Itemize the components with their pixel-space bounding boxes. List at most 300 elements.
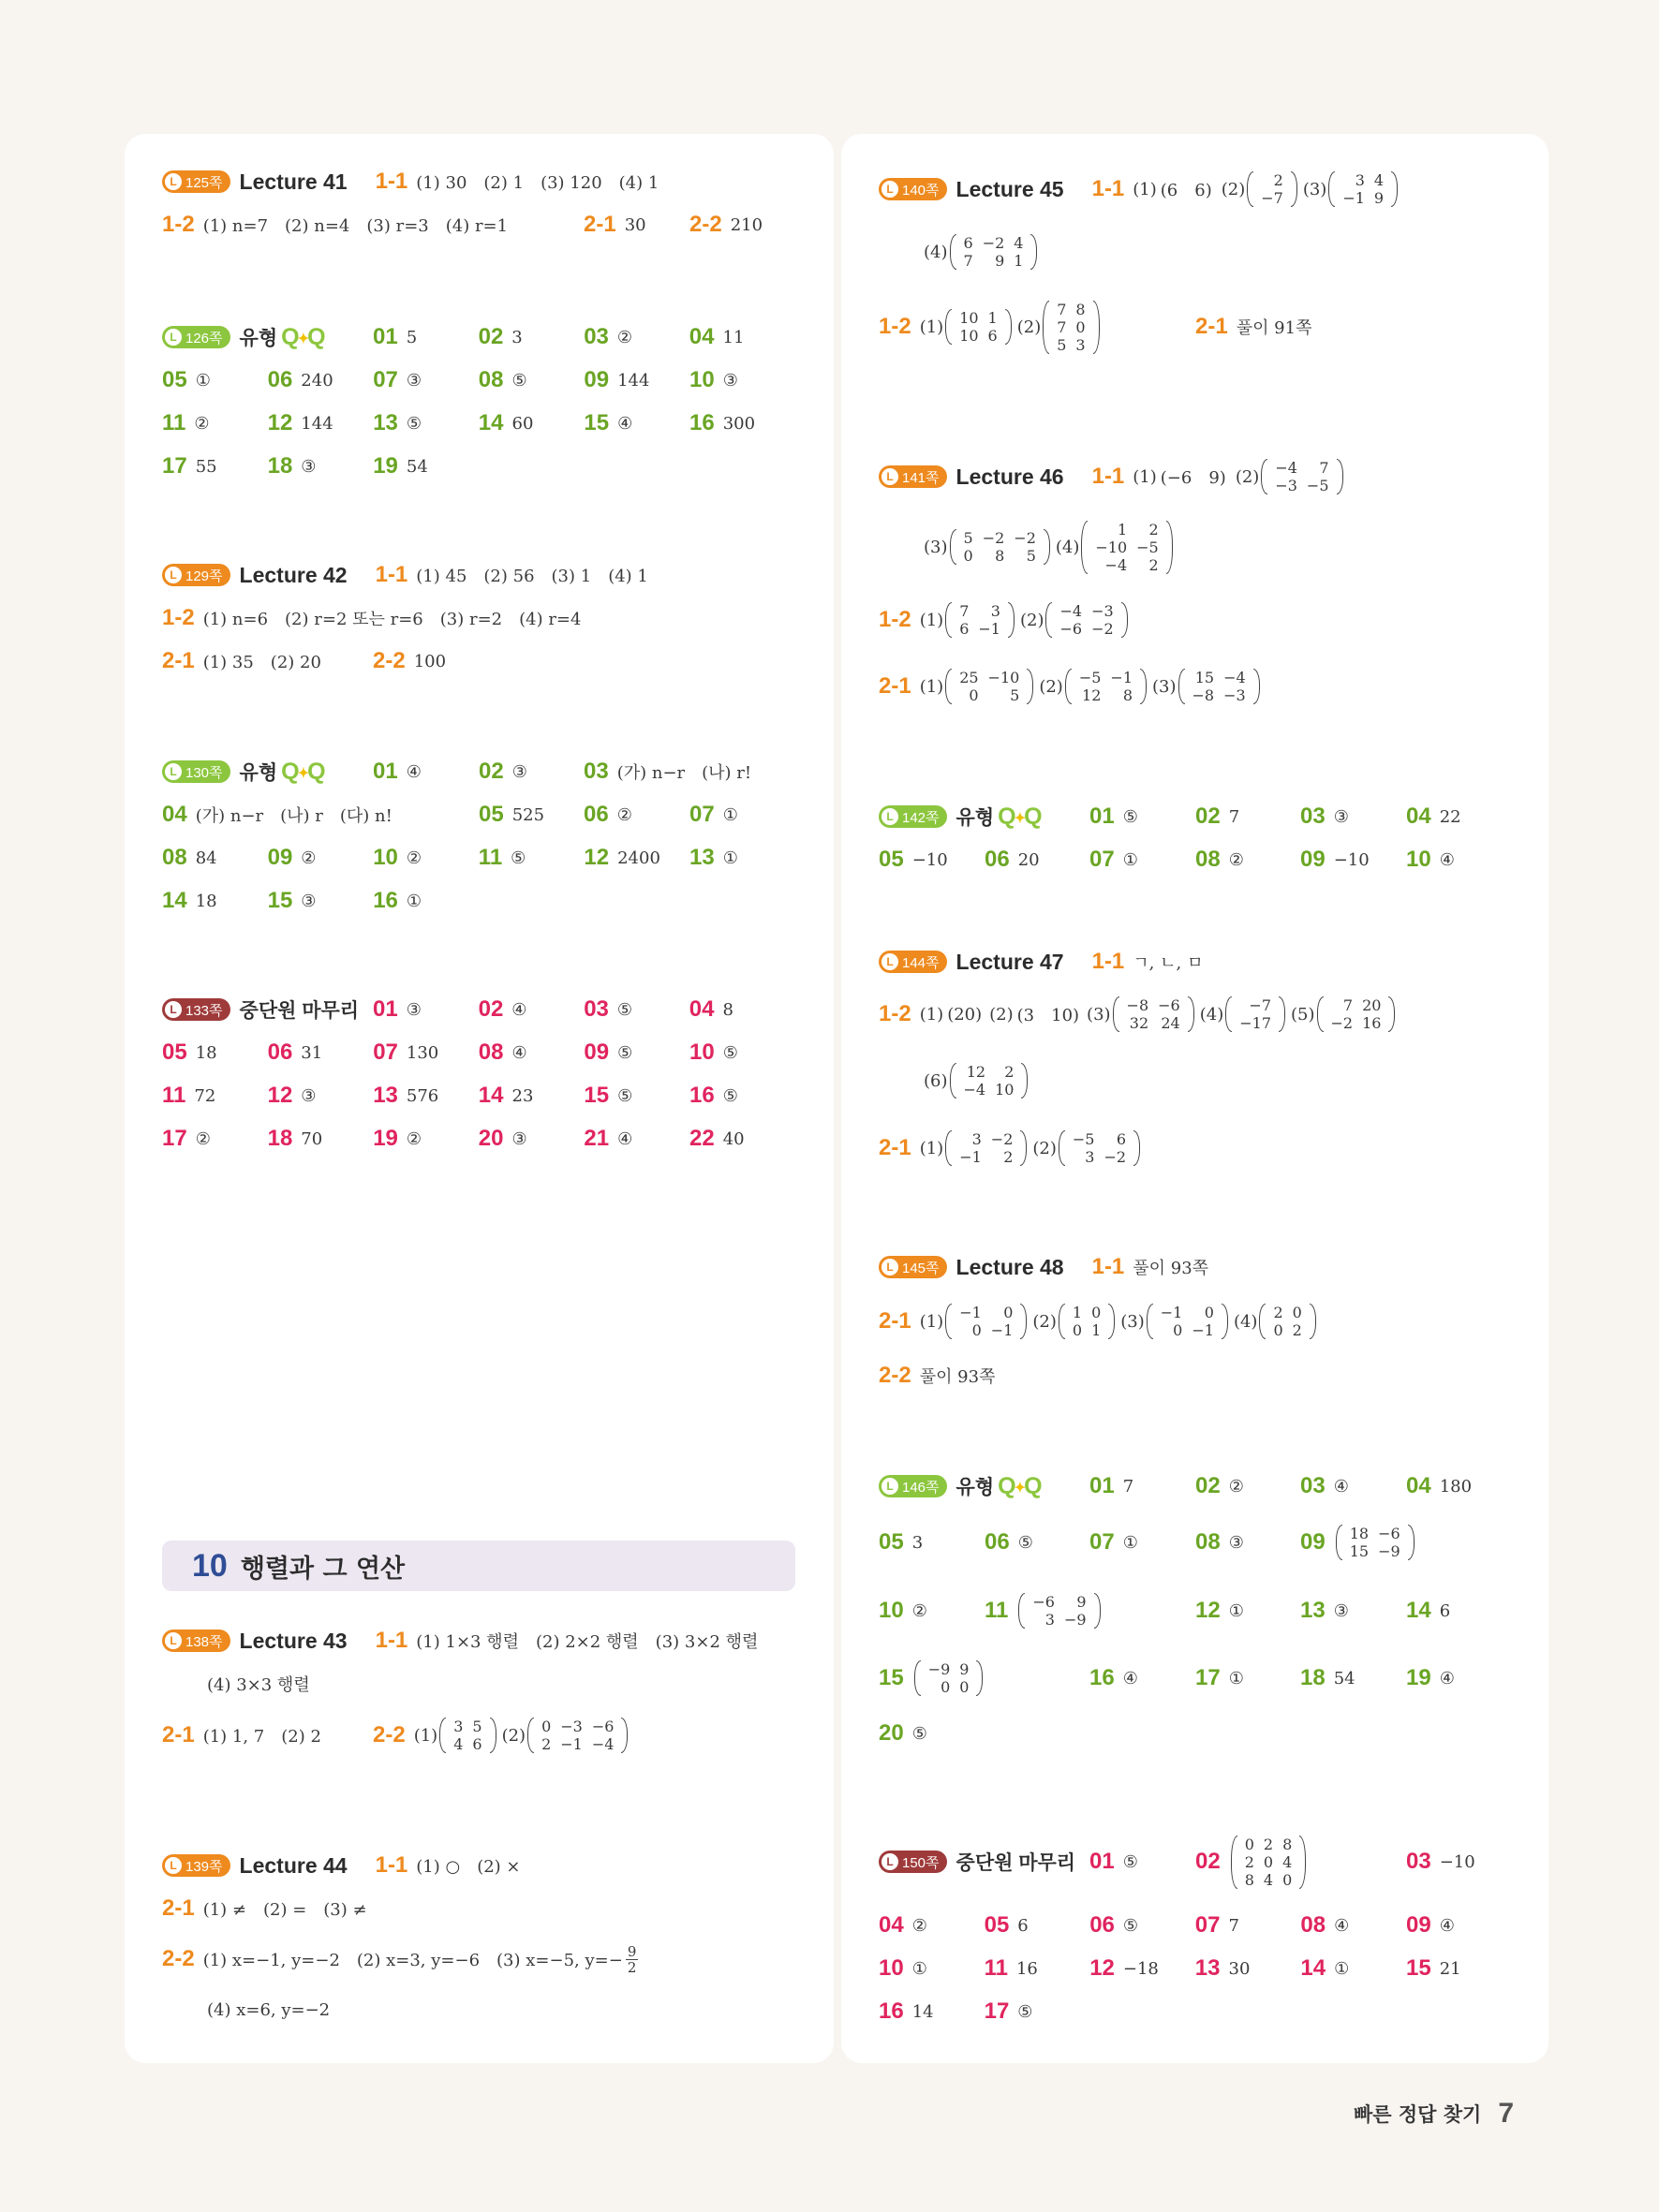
matrix-entry: 6 (987, 327, 998, 345)
lecture-icon: L (165, 1857, 182, 1874)
answer: (20) (947, 1004, 983, 1025)
left-paren (1328, 171, 1335, 207)
matrix-entry: −7 (1249, 996, 1271, 1014)
matrix-entry: −9 (1063, 1611, 1087, 1629)
problem-label: 03 (584, 759, 609, 784)
matrix (1059, 1304, 1115, 1339)
right-paren (1008, 602, 1015, 638)
problem-label: 14 (1300, 1955, 1326, 1981)
matrix-entry: 3 (1085, 1148, 1095, 1166)
right-paren (1005, 309, 1012, 345)
page-badge: L 142쪽 (879, 805, 947, 828)
problem-label: 15 (1406, 1955, 1431, 1981)
answer: 20 (1017, 849, 1040, 870)
problem-label: 06 (267, 367, 293, 392)
problem-label: 1-2 (162, 605, 195, 630)
answer: 40 (722, 1128, 745, 1149)
answer: −10 (1333, 849, 1370, 870)
problem-label: 14 (478, 410, 504, 435)
answer: ④ (1333, 1476, 1349, 1497)
problem-label: 22 (689, 1126, 715, 1151)
answer: ⑤ (722, 1042, 738, 1063)
answer: (가) n−r (나) r! (616, 763, 752, 783)
matrix-entry: 0 (1075, 317, 1086, 336)
problem-label: 2-2 (373, 1722, 406, 1747)
matrix-entry: 7 (1057, 300, 1067, 318)
matrix-entry: 9 (959, 1660, 970, 1678)
problem-label: 11 (478, 845, 503, 870)
problem-label: 05 (879, 1529, 904, 1555)
matrix (1018, 1593, 1100, 1629)
lecture-icon: L (165, 173, 182, 190)
problem-label: 05 (162, 367, 187, 392)
matrix-entry: 0 (1204, 1304, 1214, 1321)
matrix-entry: 0 (1273, 1321, 1283, 1339)
problem-label: 10 (689, 367, 715, 392)
right-paren (1030, 234, 1037, 270)
problem-label: 08 (1195, 847, 1221, 872)
matrix-entry: −10 (987, 669, 1020, 686)
part-label: (3) (1152, 676, 1177, 697)
section-145 (879, 1246, 1539, 1397)
right-paren (1093, 301, 1100, 354)
answer: ⑤ (617, 1042, 633, 1063)
footer-title: 빠른 정답 찾기 (1353, 2103, 1482, 2126)
problem-label: 02 (1195, 1849, 1221, 1874)
matrix-entry: −6 (1059, 620, 1083, 638)
answer-grid (162, 359, 824, 488)
right-paren (1253, 669, 1260, 704)
answer: (1) n=6 (2) r=2 또는 r=6 (3) r=2 (4) r=4 (202, 610, 582, 629)
answer: (1) 1×3 행렬 (2) 2×2 행렬 (3) 3×2 행렬 (416, 1632, 759, 1652)
page-number: 7 (1498, 2098, 1514, 2129)
problem-label: 12 (267, 410, 293, 435)
answer: 30 (624, 214, 646, 235)
problem-label: 07 (689, 802, 715, 827)
matrix-entry: 7 (1342, 996, 1354, 1014)
answer: −10 (911, 849, 948, 870)
answer: ③ (406, 999, 422, 1020)
problem-label: 07 (1089, 847, 1115, 872)
answer: ⑤ (617, 1085, 633, 1106)
matrix (945, 309, 1012, 345)
answer-row (162, 879, 824, 922)
part-label: (4) (1199, 1004, 1224, 1025)
answer: ⑤ (722, 1085, 738, 1106)
problem-label: 10 (373, 845, 398, 870)
problem-label: 06 (985, 1529, 1010, 1555)
left-paren (945, 669, 952, 704)
matrix (950, 529, 1050, 565)
left-paren (527, 1718, 534, 1753)
matrix-entry: 8 (1244, 1870, 1254, 1889)
matrix (1336, 1525, 1415, 1560)
lecture-icon: L (881, 1259, 898, 1276)
page-badge: L 139쪽 (162, 1854, 230, 1877)
matrix (950, 1063, 1029, 1099)
matrix (1317, 996, 1396, 1032)
problem-label: 15 (584, 1083, 610, 1108)
problem-label: 04 (689, 996, 715, 1022)
matrix-entry: 2 (1263, 1835, 1274, 1853)
left-paren (1113, 996, 1119, 1032)
part-label: (2) (989, 1004, 1014, 1025)
page-badge: L 141쪽 (879, 465, 947, 488)
answer: (1) n=7 (2) n=4 (3) r=3 (4) r=1 (202, 216, 509, 236)
answer-item (985, 1990, 1033, 2033)
chapter-number: 10 (192, 1547, 228, 1584)
answer-row (162, 1074, 824, 1117)
problem-label: 03 (584, 324, 609, 349)
answer: 8 (722, 999, 733, 1020)
right-paren (1310, 1304, 1316, 1339)
answer-item (162, 1031, 217, 1074)
answer: ③ (722, 370, 738, 391)
page-badge: L 129쪽 (162, 564, 230, 586)
answer: 5 (406, 327, 418, 347)
left-paren (1247, 171, 1253, 207)
matrix (1259, 1304, 1315, 1339)
matrix-entry: 1 (1014, 252, 1024, 270)
lecture-title: Lecture 45 (955, 176, 1064, 201)
right-paren (1279, 996, 1285, 1032)
problem-label: 03 (584, 996, 609, 1022)
matrix-entry: 2 (1273, 171, 1283, 189)
problem-label: 06 (584, 802, 609, 827)
part-label: (2) (1032, 1138, 1057, 1158)
answer: 7 (1228, 806, 1240, 827)
problem-label: 01 (373, 324, 398, 349)
lecture-title: Lecture 43 (239, 1628, 348, 1653)
answer-row (879, 1990, 1539, 2033)
problem-label: 09 (584, 367, 610, 392)
matrix (1328, 171, 1398, 207)
matrix-entry: −6 (1158, 996, 1180, 1014)
matrix-entry: 8 (1122, 686, 1133, 704)
matrix-entry: 5 (963, 529, 973, 547)
problem-label: 06 (985, 847, 1010, 872)
answer-item (1089, 1904, 1138, 1947)
answer-item (584, 1074, 632, 1117)
part-label: (3) (1120, 1311, 1145, 1332)
answer: 22 (1439, 806, 1461, 827)
lecture-icon: L (165, 1001, 182, 1018)
problem-label: 12 (267, 1083, 293, 1108)
matrix-entry: −5 (1078, 669, 1102, 686)
matrix-entry: 16 (1362, 1014, 1382, 1032)
matrix-entry: −1 (959, 1304, 982, 1321)
right-paren (1391, 171, 1398, 207)
matrix (945, 1304, 1027, 1339)
matrix-entry: 0 (941, 1678, 951, 1696)
answer-item (479, 402, 534, 445)
matrix-entry: −2 (982, 529, 1005, 547)
matrix-entry: 7 (959, 602, 970, 620)
answer: 54 (406, 456, 428, 477)
answer: 6 (1017, 1915, 1029, 1936)
answer-item (689, 316, 745, 359)
answer: ① (722, 848, 738, 868)
problem-label: 10 (1406, 847, 1431, 872)
matrix (945, 1130, 1027, 1166)
problem-label: 20 (478, 1126, 504, 1151)
answer: 525 (511, 804, 545, 825)
answer-item (1406, 1947, 1461, 1990)
matrix-entry: −6 (591, 1718, 615, 1735)
matrix-entry: 0 (1091, 1304, 1102, 1321)
answer-item (373, 316, 417, 359)
problem-label: 15 (879, 1665, 904, 1690)
chapter-title: 행렬과 그 연산 (240, 1554, 406, 1584)
matrix (1261, 459, 1342, 494)
section-125 (162, 160, 824, 246)
matrix-entry: −1 (1192, 1321, 1214, 1339)
matrix-entry: 2 (1148, 520, 1159, 538)
matrix (945, 602, 1015, 638)
answer: ② (1228, 849, 1244, 870)
part-label: (1) (1133, 179, 1157, 199)
problem-label: 13 (1194, 1955, 1221, 1981)
answer-item (584, 402, 632, 445)
section-type: 중단원 마무리 (239, 1000, 360, 1022)
matrix-entry: −2 (982, 234, 1005, 252)
answer: (1) 45 (2) 56 (3) 1 (4) 1 (416, 567, 648, 586)
problem-label: 19 (373, 1126, 398, 1151)
answer-item (162, 402, 210, 445)
part-label: (2) (1235, 466, 1260, 487)
problem-label: 1-1 (1091, 949, 1125, 974)
problem-label: 2-1 (162, 648, 195, 673)
matrix-entry: 1 (1091, 1321, 1102, 1339)
matrix-entry: 24 (1161, 1014, 1180, 1032)
problem-label: 1-1 (375, 562, 408, 587)
answer-item (1406, 1904, 1455, 1947)
answer-item (479, 359, 527, 402)
matrix-entry: 1 (987, 309, 998, 327)
matrix-entry: −4 (591, 1735, 615, 1753)
matrix-entry: −2 (1014, 529, 1036, 547)
matrix-entry: 6 (963, 234, 973, 252)
problem-label: 19 (373, 453, 398, 479)
problem-label: 05 (879, 847, 904, 872)
problem-label: 02 (478, 996, 504, 1022)
answer: 54 (1333, 1668, 1355, 1688)
matrix-entry: 2 (1003, 1148, 1014, 1166)
matrix-entry: 2 (1273, 1304, 1283, 1321)
matrix-entry: 1 (1072, 1304, 1083, 1321)
matrix-entry: 18 (1349, 1525, 1370, 1542)
matrix (914, 1660, 984, 1696)
answer-row (162, 1031, 824, 1074)
answer-item (373, 1031, 438, 1074)
answer: ① (1228, 1600, 1244, 1621)
answer-item (584, 1117, 632, 1160)
answer-item (879, 1904, 927, 1947)
part-label: (1) (1133, 466, 1157, 487)
section-139 (162, 1844, 824, 2031)
matrix-entry: 10 (995, 1081, 1015, 1099)
matrix-entry: 0 (1003, 1304, 1014, 1321)
answer: ② (911, 1600, 927, 1621)
matrix-entry: −1 (1342, 189, 1365, 207)
answer: 100 (413, 651, 447, 671)
problem-label: 1-1 (375, 169, 408, 194)
answer-item (689, 402, 755, 445)
answer-item (162, 445, 217, 488)
answer-item (373, 1117, 422, 1160)
left-paren (1018, 1593, 1025, 1629)
matrix-entry: 15 (1349, 1542, 1370, 1560)
answer-item (879, 1990, 934, 2033)
problem-label: 15 (267, 888, 293, 913)
page-badge: L 133쪽 (162, 998, 230, 1021)
matrix (439, 1718, 496, 1753)
qq-logo-icon: Q✦Q (998, 1472, 1041, 1499)
matrix-entry: −1 (959, 1148, 982, 1166)
matrix-entry: −2 (990, 1130, 1014, 1148)
left-paren (1147, 1304, 1153, 1339)
answer-item (879, 1947, 927, 1990)
answer: −18 (1122, 1958, 1159, 1979)
matrix-entry: 7 (963, 252, 973, 270)
problem-label: 02 (479, 759, 504, 784)
part-label: (2) (1016, 317, 1042, 337)
section-141 (879, 448, 1539, 721)
matrix-entry: −7 (1261, 189, 1283, 207)
answer: ③ (301, 891, 317, 911)
page-badge: L 130쪽 (162, 760, 230, 783)
answer-row (162, 1117, 824, 1160)
answer: (4) 3×3 행렬 (207, 1675, 310, 1695)
problem-label: 16 (689, 410, 715, 435)
answer: ㄱ, ㄴ, ㅁ (1133, 953, 1204, 973)
problem-label: 18 (267, 453, 293, 479)
section-150 (879, 1820, 1539, 2033)
answer: 300 (722, 413, 756, 434)
problem-label: 1-2 (162, 212, 195, 237)
left-paren (1043, 301, 1049, 354)
matrix-entry: −8 (1192, 686, 1215, 704)
matrix (1065, 669, 1147, 704)
lecture-icon: L (881, 181, 898, 198)
problem-label: 13 (1300, 1598, 1326, 1623)
section-type: 유형 (239, 328, 278, 349)
answer-item (268, 1074, 317, 1117)
left-paren (1317, 996, 1324, 1032)
left-paren (1065, 669, 1072, 704)
right-paren (1027, 669, 1033, 704)
answer: ③ (406, 370, 422, 391)
lecture-title: Lecture 48 (955, 1254, 1064, 1279)
problem-label: 06 (267, 1040, 293, 1065)
problem-label: 1-1 (375, 1852, 408, 1878)
problem-label: 09 (1406, 1912, 1431, 1938)
answer-grid (162, 1031, 824, 1160)
problem-label: 20 (879, 1720, 904, 1746)
problem-label: 04 (1406, 804, 1431, 829)
problem-label: 12 (1195, 1598, 1221, 1623)
matrix-entry: −10 (1095, 538, 1128, 556)
answer-item (689, 359, 738, 402)
matrix-entry: 8 (1075, 300, 1086, 318)
answer: 130 (406, 1042, 439, 1063)
lecture-title: Lecture 46 (955, 464, 1064, 489)
left-paren (945, 1304, 952, 1339)
answer: ⑤ (406, 413, 422, 434)
matrix-entry: −5 (1136, 538, 1159, 556)
matrix-entry: 0 (541, 1718, 552, 1735)
problem-label: 2-1 (162, 1722, 195, 1747)
answer: 풀이 93쪽 (919, 1367, 996, 1387)
section-144 (879, 940, 1539, 1180)
answer-row (162, 445, 824, 488)
page-badge: L 144쪽 (879, 951, 947, 973)
part-label: (2) (1019, 610, 1044, 630)
answer: ② (1228, 1476, 1244, 1497)
problem-label: 1-2 (879, 1001, 911, 1026)
answer-item (479, 1117, 527, 1160)
matrix-entry: 0 (1173, 1321, 1183, 1339)
answer-item (373, 445, 428, 488)
answer-grid (162, 836, 824, 922)
answer: ③ (1228, 1532, 1244, 1553)
part-label: (3) (1302, 179, 1327, 199)
matrix-entry: −4 (963, 1081, 986, 1099)
answer: ④ (1334, 1915, 1350, 1936)
section-126 (162, 316, 824, 488)
answer: (−6 9) (1160, 468, 1226, 488)
matrix-entry: −1 (560, 1735, 583, 1753)
matrix-entry: 6 (959, 620, 970, 638)
matrix-entry: −4 (1223, 669, 1246, 686)
section-138 (162, 1619, 824, 1765)
problem-label: 03 (1300, 1473, 1326, 1498)
left-paren (1178, 669, 1185, 704)
answer: (1) ○ (2) × (416, 1857, 521, 1877)
problem-label: 1-1 (1091, 1254, 1125, 1279)
section-type: 중단원 마무리 (955, 1852, 1076, 1874)
lecture-icon: L (881, 953, 898, 970)
problem-label: 08 (1195, 1529, 1221, 1555)
answer: (4) x=6, y=−2 (207, 1999, 331, 2020)
matrix-entry: −9 (1378, 1542, 1400, 1560)
section-type: 유형 (955, 1477, 995, 1498)
answer: ⑤ (911, 1723, 927, 1744)
answer-item (479, 836, 526, 879)
answer: ④ (617, 413, 633, 434)
left-paren (1059, 1304, 1065, 1339)
answer: 31 (301, 1042, 323, 1063)
answer-item (1195, 1947, 1251, 1990)
answer: ③ (1333, 806, 1349, 827)
answer: 16 (1015, 1958, 1038, 1979)
matrix (1231, 1836, 1307, 1889)
answer: 144 (301, 413, 333, 434)
answer: (가) n−r (나) r (다) n! (195, 806, 393, 826)
qq-logo-icon: Q✦Q (281, 758, 324, 785)
problem-label: 11 (162, 410, 186, 435)
answer: ④ (1439, 849, 1455, 870)
answer-item (162, 359, 211, 402)
problem-label: 07 (373, 367, 398, 392)
matrix-entry: 3 (1044, 1611, 1055, 1629)
answer: ② (194, 413, 210, 434)
lecture-icon: L (165, 329, 182, 346)
problem-label: 02 (1195, 804, 1221, 829)
part-label: (1) (919, 1004, 944, 1025)
answer: 23 (511, 1085, 534, 1106)
matrix-entry: 0 (959, 1678, 970, 1696)
